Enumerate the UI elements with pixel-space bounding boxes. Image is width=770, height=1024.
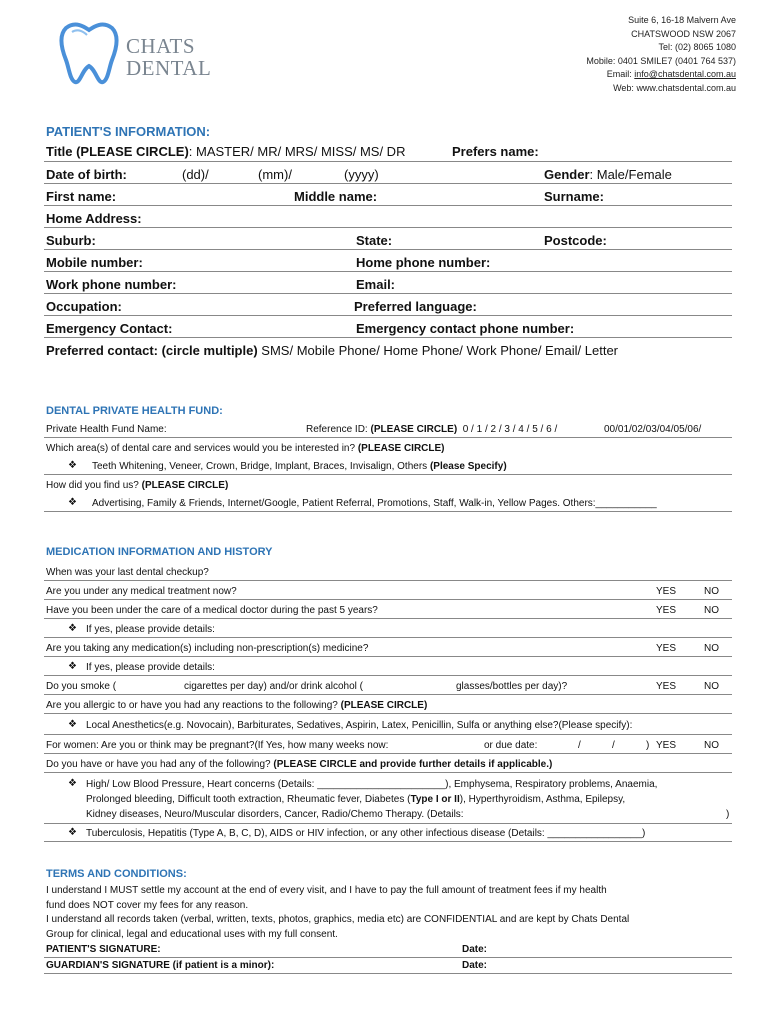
brand-line-1: CHATS: [126, 34, 196, 58]
details2-row: [44, 659, 732, 676]
dob-field[interactable]: Date of birth:: [46, 167, 127, 182]
terms-text: [46, 884, 736, 942]
treatment-no[interactable]: NO: [704, 586, 719, 597]
doctor-details-field[interactable]: If yes, please provide details:: [86, 624, 215, 635]
brand-line-2: DENTAL: [126, 56, 212, 80]
prefers-name-field[interactable]: Prefers name:: [452, 144, 539, 159]
conditions-line-3-close: ): [726, 809, 730, 820]
conditions-line-2[interactable]: [86, 794, 625, 805]
preferred-contact-field[interactable]: [46, 343, 618, 358]
gender-field[interactable]: [544, 167, 672, 182]
conditions-note: (PLEASE CIRCLE and provide further details if applicable.): [273, 759, 553, 770]
patient-section-title: PATIENT'S INFORMATION:: [46, 124, 211, 139]
reference-circle: (PLEASE CIRCLE): [370, 424, 458, 435]
find-options[interactable]: Advertising, Family & Friends, Internet/Google, Patient Referral, Promotions, Staff, Walk-in, Yellow Pages. Others:___________: [92, 498, 657, 509]
smoke-question-a: Do you smoke (: [46, 681, 117, 692]
state-field[interactable]: State:: [356, 233, 393, 248]
reference-digits-2: 00/01/02/03/04/05/06/: [604, 424, 702, 435]
find-question-text: How did you find us?: [46, 480, 142, 491]
work-phone-field[interactable]: Work phone number:: [46, 277, 177, 292]
interest-row: [44, 440, 732, 456]
preferred-language-field[interactable]: Preferred language:: [354, 299, 477, 314]
title-label: Title (PLEASE CIRCLE): [46, 144, 189, 159]
terms-section-title: TERMS AND CONDITIONS:: [46, 868, 187, 880]
fund-name-row: [44, 421, 732, 438]
allergic-row: [44, 697, 732, 714]
brand-name: [126, 35, 211, 79]
treatment-yes[interactable]: YES: [656, 586, 677, 597]
due-date-close: ): [646, 740, 650, 751]
occupation-field[interactable]: Occupation:: [46, 299, 122, 314]
dob-row: [44, 164, 732, 184]
preferred-contact-row: [44, 340, 732, 360]
patient-signature-row: [44, 942, 732, 958]
dob-yyyy: (yyyy): [344, 167, 379, 182]
find-question: [46, 480, 228, 491]
title-row: [44, 142, 732, 162]
conditions-line-2a: Prolonged bleeding, Difficult tooth extraction, Rheumatic fever, Diabetes (: [86, 794, 411, 805]
guardian-signature-field[interactable]: GUARDIAN'S SIGNATURE (if patient is a minor):: [46, 960, 275, 971]
conditions-line-2b: ), Hyperthyroidism, Asthma, Epilepsy,: [459, 794, 626, 805]
first-name-field[interactable]: First name:: [46, 189, 117, 204]
interest-circle: (PLEASE CIRCLE): [357, 443, 445, 454]
interest-question: [46, 443, 445, 454]
emergency-phone-field[interactable]: Emergency contact phone number:: [356, 321, 575, 336]
terms-p1a: I understand I MUST settle my account at the end of every visit, and I have to pay the full amount of treatment fees if my health: [46, 885, 607, 896]
diamond-bullet-icon: ❖: [68, 827, 77, 838]
occupation-row: [44, 296, 732, 316]
name-row: [44, 186, 732, 206]
diamond-bullet-icon: ❖: [68, 497, 77, 508]
preferred-contact-label: Preferred contact: (circle multiple): [46, 343, 258, 358]
last-checkup-field[interactable]: When was your last dental checkup?: [46, 567, 209, 578]
diamond-bullet-icon: ❖: [68, 460, 77, 471]
reference-id-field[interactable]: [306, 424, 557, 435]
conditions-line-1[interactable]: High/ Low Blood Pressure, Heart concerns (Details: _______________________), Emphysema, Respiratory problems, Anaemia,: [86, 779, 658, 790]
gender-options: : Male/Female: [589, 167, 672, 182]
smoke-question-c: glasses/bottles per day)?: [456, 681, 568, 692]
address-row: [44, 208, 732, 228]
preferred-contact-options: SMS/ Mobile Phone/ Home Phone/ Work Phone/ Email/ Letter: [261, 343, 619, 358]
interest-specify: (Please Specify): [429, 461, 507, 472]
due-date-slash-1: /: [578, 740, 581, 751]
find-options-row: [44, 495, 732, 512]
emergency-row: [44, 318, 732, 338]
fund-name-field[interactable]: Private Health Fund Name:: [46, 424, 167, 435]
smoke-yes[interactable]: YES: [656, 681, 677, 692]
medication-details-field[interactable]: If yes, please provide details:: [86, 662, 215, 673]
patient-email-field[interactable]: Email:: [356, 277, 396, 292]
address-line-2: CHATSWOOD NSW 2067: [631, 28, 736, 39]
mobile: Mobile: 0401 SMILE7 (0401 764 537): [586, 55, 736, 66]
pregnancy-row: [44, 737, 732, 754]
allergy-list-row: [44, 716, 732, 735]
doctor-question: Have you been under the care of a medical doctor during the past 5 years?: [46, 605, 378, 616]
title-field[interactable]: [46, 144, 405, 159]
gender-label: Gender: [544, 167, 590, 182]
terms-p1b: fund does NOT cover my fees for any reason.: [46, 899, 249, 911]
diamond-bullet-icon: ❖: [68, 719, 77, 730]
email-link[interactable]: info@chatsdental.com.au: [634, 69, 736, 80]
diabetes-type: Type I or II: [410, 794, 460, 805]
allergic-circle: (PLEASE CIRCLE): [340, 700, 428, 711]
conditions-list-row: [44, 775, 732, 824]
details1-row: [44, 621, 732, 638]
interest-options-text: Teeth Whitening, Veneer, Crown, Bridge, Implant, Braces, Invisalign, Others: [92, 461, 430, 472]
diamond-bullet-icon: ❖: [68, 778, 77, 789]
surname-field[interactable]: Surname:: [544, 189, 604, 204]
medication-section-title: MEDICATION INFORMATION AND HISTORY: [46, 546, 273, 558]
phone-row: [44, 252, 732, 272]
dob-mm: (mm)/: [258, 167, 292, 182]
diamond-bullet-icon: ❖: [68, 623, 77, 634]
reference-id-label: Reference ID:: [306, 424, 371, 435]
work-row: [44, 274, 732, 294]
interest-question-text: Which area(s) of dental care and services would you be interested in?: [46, 443, 358, 454]
smoke-no[interactable]: NO: [704, 681, 719, 692]
conditions-line-3[interactable]: Kidney diseases, Neuro/Muscular disorders, Cancer, Radio/Chemo Therapy. (Details:: [86, 809, 464, 820]
smoke-question-b: cigarettes per day) and/or drink alcohol (: [184, 681, 363, 692]
diamond-bullet-icon: ❖: [68, 661, 77, 672]
doctor-no[interactable]: NO: [704, 605, 719, 616]
find-circle: (PLEASE CIRCLE): [141, 480, 229, 491]
guardian-date-field[interactable]: Date:: [462, 960, 488, 971]
medication-yes[interactable]: YES: [656, 643, 677, 654]
fund-section-title: DENTAL PRIVATE HEALTH FUND:: [46, 405, 223, 417]
postcode-field[interactable]: Postcode:: [544, 233, 607, 248]
terms-p2b: Group for clinical, legal and educational uses with my full consent.: [46, 928, 338, 940]
medication-row: [44, 640, 732, 657]
guardian-signature-row: [44, 958, 732, 974]
checkup-row: [44, 564, 732, 581]
medication-no[interactable]: NO: [704, 643, 719, 654]
web: Web: www.chatsdental.com.au: [613, 82, 736, 93]
middle-name-field[interactable]: Middle name:: [294, 189, 378, 204]
home-phone-field[interactable]: Home phone number:: [356, 255, 491, 270]
pregnancy-question: For women: Are you or think may be pregnant?(If Yes, how many weeks now:: [46, 740, 389, 751]
interest-options[interactable]: [92, 461, 507, 472]
telephone: Tel: (02) 8065 1080: [658, 42, 736, 53]
infectious-row: [44, 825, 732, 842]
medication-question: Are you taking any medication(s) including non-prescription(s) medicine?: [46, 643, 369, 654]
suburb-row: [44, 230, 732, 250]
dob-dd: (dd)/: [182, 167, 209, 182]
patient-signature-field[interactable]: PATIENT'S SIGNATURE:: [46, 944, 161, 955]
find-row: [44, 477, 732, 493]
title-options: : MASTER/ MR/ MRS/ MISS/ MS/ DR: [188, 144, 406, 159]
address-line-1: Suite 6, 16-18 Malvern Ave: [628, 15, 736, 25]
treatment-row: [44, 583, 732, 600]
treatment-question: Are you under any medical treatment now?: [46, 586, 237, 597]
reference-digits: 0 / 1 / 2 / 3 / 4 / 5 / 6 /: [462, 424, 558, 435]
conditions-question: [46, 759, 552, 770]
tooth-logo-icon: [58, 22, 120, 91]
allergy-options[interactable]: Local Anesthetics(e.g. Novocain), Barbiturates, Sedatives, Aspirin, Latex, Penicillin, Sulfa or anything else?(Please specify):: [86, 720, 633, 731]
interest-options-row: [44, 458, 732, 475]
contact-block: [586, 14, 736, 96]
mobile-number-field[interactable]: Mobile number:: [46, 255, 143, 270]
due-date-slash-2: /: [612, 740, 615, 751]
conditions-row: [44, 756, 732, 773]
emergency-contact-field[interactable]: Emergency Contact:: [46, 321, 173, 336]
home-address-field[interactable]: Home Address:: [46, 211, 142, 226]
terms-p2a: I understand all records taken (verbal, written, texts, photos, graphics, media etc) are CONFIDENTIAL and are kept by Chats Dental: [46, 914, 630, 926]
suburb-field[interactable]: Suburb:: [46, 233, 96, 248]
pregnancy-yes[interactable]: YES: [656, 740, 677, 751]
infectious-disease-field[interactable]: Tuberculosis, Hepatitis (Type A, B, C, D), AIDS or HIV infection, or any other infectious disease (Details: _________________): [86, 828, 646, 839]
pregnancy-no[interactable]: NO: [704, 740, 719, 751]
patient-date-field[interactable]: Date:: [462, 944, 488, 955]
due-date-field[interactable]: or due date:: [484, 740, 538, 751]
conditions-question-text: Do you have or have you had any of the following?: [46, 759, 274, 770]
doctor-row: [44, 602, 732, 619]
allergic-question-text: Are you allergic to or have you had any reactions to the following?: [46, 700, 341, 711]
email-line: [586, 68, 736, 82]
doctor-yes[interactable]: YES: [656, 605, 677, 616]
email-label: Email:: [606, 69, 635, 80]
allergic-question: [46, 700, 427, 711]
smoke-row: [44, 678, 732, 695]
